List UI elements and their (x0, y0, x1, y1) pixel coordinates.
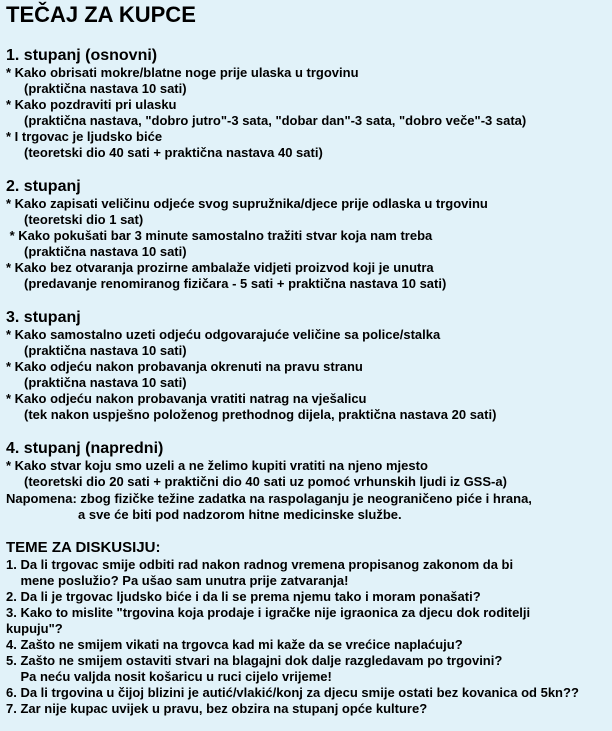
item-detail: (tek nakon uspješno položenog prethodnog dijela, praktična nastava 20 sati) (24, 407, 497, 422)
discussion-line: 7. Zar nije kupac uvijek u pravu, bez obzira na stupanj opće kulture? (6, 701, 428, 716)
item-bullet: * Kako zapisati veličinu odjeće svog supružnika/djece prije odlaska u trgovinu (6, 196, 488, 211)
note-line-1: Napomena: zbog fizičke težine zadatka na raspolaganju je neograničeno piće i hrana, (6, 491, 532, 506)
item-bullet: * Kako odjeću nakon probavanja vratiti natrag na vješalicu (6, 391, 367, 406)
item-bullet: * I trgovac je ljudsko biće (6, 129, 163, 144)
item-bullet: * Kako samostalno uzeti odjeću odgovarajuće veličine sa police/stalka (6, 327, 441, 342)
discussion-line: 6. Da li trgovina u čijoj blizini je autić/vlakić/konj za djecu smije ostati bez kovanica od 5kn?? (6, 685, 579, 700)
section-4 (6, 439, 612, 490)
note-line-2: a sve će biti pod nadzorom hitne medicinske službe. (78, 507, 402, 522)
section-heading: 3. stupanj (6, 309, 81, 326)
section-heading: 1. stupanj (osnovni) (6, 47, 158, 64)
section-1 (6, 46, 612, 161)
item-detail: (teoretski dio 1 sat) (24, 212, 144, 227)
section-2 (6, 177, 612, 292)
item-bullet: * Kako obrisati mokre/blatne noge prije ulaska u trgovinu (6, 65, 359, 80)
discussion-line: 2. Da li je trgovac ljudsko biće i da li se prema njemu tako i moram ponašati? (6, 589, 481, 604)
item-detail: (praktična nastava 10 sati) (24, 375, 187, 390)
discussion-list (6, 557, 612, 717)
course-sections (6, 46, 612, 490)
item-detail: (praktična nastava 10 sati) (24, 343, 187, 358)
discussion-section (6, 539, 612, 717)
item-bullet: * Kako odjeću nakon probavanja okrenuti na pravu stranu (6, 359, 363, 374)
item-detail: (praktična nastava, "dobro jutro"-3 sata, "dobar dan"-3 sata, "dobro veče"-3 sata) (24, 113, 527, 128)
note (6, 491, 612, 523)
item-bullet: * Kako stvar koju smo uzeli a ne želimo kupiti vratiti na njeno mjesto (6, 458, 428, 473)
discussion-line: Pa neću valjda nosit košaricu u ruci cijelo vrijeme! (6, 669, 332, 684)
item-detail: (teoretski dio 20 sati + praktični dio 40 sati uz pomoć vrhunskih ljudi iz GSS-a) (24, 474, 507, 489)
discussion-heading: TEME ZA DISKUSIJU: (6, 539, 161, 556)
section-3 (6, 308, 612, 423)
section-heading: 2. stupanj (6, 178, 81, 195)
item-bullet: * Kako pozdraviti pri ulasku (6, 97, 177, 112)
item-detail: (praktična nastava 10 sati) (24, 244, 187, 259)
discussion-line: 4. Zašto ne smijem vikati na trgovca kad mi kaže da se vrećice naplaćuju? (6, 637, 463, 652)
item-detail: (praktična nastava 10 sati) (24, 81, 187, 96)
item-detail: (predavanje renomiranog fizičara - 5 sati + praktična nastava 10 sati) (24, 276, 447, 291)
item-bullet: * Kako pokušati bar 3 minute samostalno tražiti stvar koja nam treba (6, 228, 433, 243)
discussion-line: kupuju"? (6, 621, 63, 636)
discussion-line: mene poslužio? Pa ušao sam unutra prije zatvaranja! (6, 573, 349, 588)
item-bullet: * Kako bez otvaranja prozirne ambalaže vidjeti proizvod koji je unutra (6, 260, 434, 275)
page-title: TEČAJ ZA KUPCE (6, 2, 196, 27)
discussion-line: 3. Kako to mislite "trgovina koja prodaje i igračke nije igraonica za djecu dok roditelji (6, 605, 531, 620)
discussion-line: 5. Zašto ne smijem ostaviti stvari na blagajni dok dalje razgledavam po trgovini? (6, 653, 503, 668)
discussion-line: 1. Da li trgovac smije odbiti rad nakon radnog vremena propisanog zakonom da bi (6, 557, 514, 572)
item-detail: (teoretski dio 40 sati + praktična nastava 40 sati) (24, 145, 323, 160)
section-heading: 4. stupanj (napredni) (6, 440, 164, 457)
